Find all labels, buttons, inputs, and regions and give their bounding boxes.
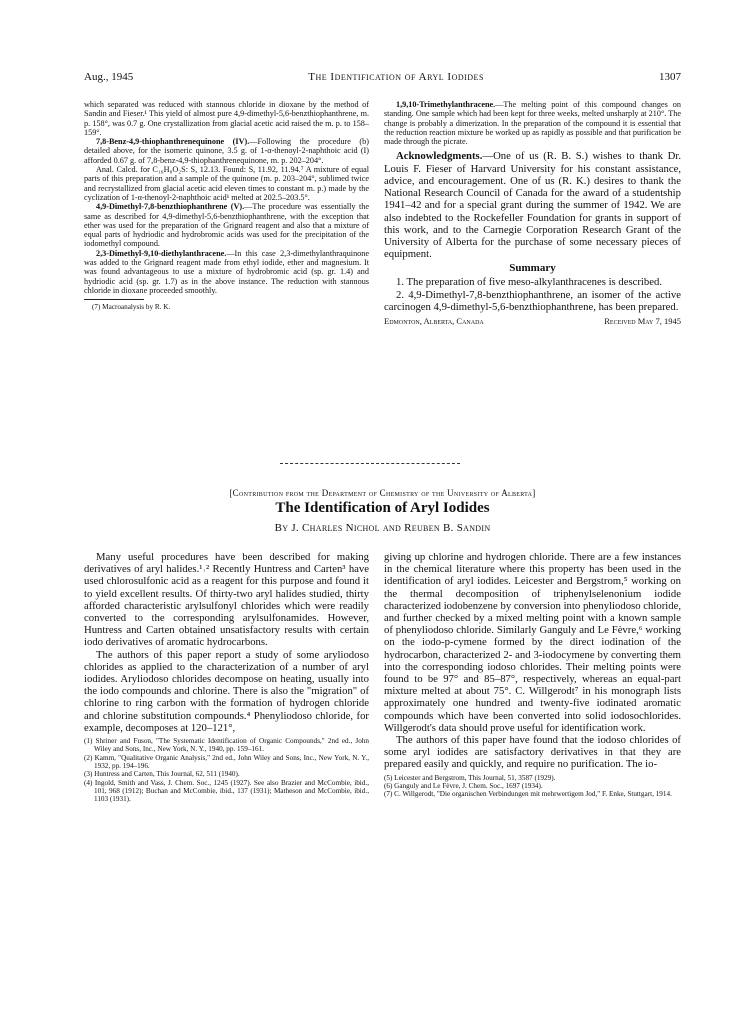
header-date: Aug., 1945 [84,71,134,83]
article-authors: By J. Charles Nichol and Reuben B. Sandin [274,522,491,534]
footnote: (2) Kamm, "Qualitative Organic Analysis," 2nd ed., John Wiley and Sons, Inc., New York, N. Y., 1932, pp. 194–196. [84,753,369,770]
footnote: (4) Ingold, Smith and Vass, J. Chem. Soc., 1245 (1927). See also Brazier and McCombie, ibid., 101, 968 (1912); Buchan and McCombie, ibid., 137 (1931); Matheson and McCombie, ibid., 1103 (1931). [84,778,369,804]
top-left-column [84,100,369,312]
footnote: (1) Shriner and Fuson, "The Systematic Identification of Organic Compounds," 2nd ed., John Wiley and Sons, Inc., New York, N. Y., 1940, pp. 159–161. [84,737,369,754]
compound-heading: 7,8-Benz-4,9-thiophanthrenequinone (IV). [96,137,250,147]
bottom-right-column [384,551,681,799]
footnote: (7) Macroanalysis by R. K. [92,303,171,312]
contribution-line: [Contribution from the Department of Chemistry of the University of Alberta] [229,488,536,498]
footnote: (3) Huntress and Carten, This Journal, 62, 511 (1940). [84,770,240,779]
paragraph: which separated was reduced with stannous chloride in dioxane by the method of Sandin and Fieser.¹ This yield of almost pure 4,9-dimethyl-5,6-benzthiophanthrene, m. p. 158°, was 0.7 g. One crystallization from glacial acetic acid raised the m. p. to 158–159°. [84,100,369,137]
article-title: The Identification of Aryl Iodides [275,500,490,516]
paragraph: The authors of this paper have found that the iodoso chlorides of some aryl iodides are satisfactory derivatives in that they are prepared easily and quickly, and require no purification. The io- [384,734,681,771]
paragraph: Many useful procedures have been described for making derivatives of aryl halides.¹˒² Recently Huntress and Carten³ have used chlorosulfonic acid as a reagent for this purpose and found it to yield excellent results. Of thirty-two aryl halides studied, thirty afforded characteristic arylsulfonyl chlorides which were readily converted to the corresponding arylsulfonamides. However, Huntress and Carten obtained unsatisfactory results with certain iodo derivatives of aromatic hydrocarbons. [84,551,369,649]
section-divider [280,463,460,464]
top-right-column [384,100,681,326]
paragraph: 4,9-Dimethyl-7,8-benzthiophanthrene (V).—The procedure was essentially the same as described for 4,9-dimethyl-5,6-benzthiophanthrene, with the exception that ether was used for the preparation of the Grignard reagent and also that a mixture of equal parts of hydriodic and hydrobromic acids was used for the precipitation of the iodomethyl compound. [84,202,369,249]
header-page-number: 1307 [659,71,681,83]
paragraph: 7,8-Benz-4,9-thiophanthrenequinone (IV).—Following the procedure (b) detailed above, for the isomeric quinone, 3.5 g. of 1-α-thenoyl-2-naphthoic acid (I) afforded 0.67 g. of 7,8-benz-4,9-thiophanthrenequinone, m. p. 202–204°. [84,137,369,165]
paragraph: 2,3-Dimethyl-9,10-diethylanthracene.—In this case 2,3-dimethylanthraquinone was added to the Grignard reagent made from ethyl iodide, ether and magnesium. It was found advantageous to use a mixture of hydrobromic acid (sp. gr. 1.4) and hydriodic acid (sp. gr. 1.7) as in the above instance. The reduction with stannous chloride in dioxane proceeded smoothly. [84,248,369,295]
compound-heading: 4,9-Dimethyl-7,8-benzthiophanthrene (V). [96,202,245,212]
bottom-left-column [84,551,369,803]
received-date: Received May 7, 1945 [604,315,681,326]
running-header [84,70,681,84]
paragraph: giving up chlorine and hydrogen chloride. There are a few instances in the chemical literature where this property has been used in the identification of aryl iodides. Leicester and Bergstrom,⁵ working on the thermal decomposition of triphenylselenonium iodide characterized iodobenzene by conversion into phenyliodoso chloride, and further checked by a mixed melting point with a known sample of phenyliodoso chloride. Similarly Ganguly and Le Fèvre,⁶ working on the iodo-p-cymene formed by the direct iodination of the hydrocarbon, characterized 2- and 3-iodocymene by converting them into the corresponding iodoso chlorides. Their melting points were found to be 97° and 85–87°, respectively, whereas an equal-part mixture melted at about 75°. C. Willgerodt⁷ in his monograph lists approximately one hundred and twenty-five iodinated aromatic compounds which have been converted into solid iodosochlorides. Willgerodt's data should prove useful for identification work. [384,551,681,734]
analysis-paragraph: Anal. Calcd. for C₁₆H₈O₂S: S, 12.13. Found: S, 11.92, 11.94.⁷ A mixture of equal parts of this preparation and a sample of the quinone (m. p. 203–204°, sublimed twice and recrystallized from glacial acetic acid eleven times to constant m. p.) made by the cyclization of 1-α-thenoyl-2-naphthoic acid¹ melted at 202.5–203.5°. [84,165,369,202]
place: Edmonton, Alberta, Canada [384,315,484,326]
header-title: The Identification of Aryl Iodides [308,71,484,83]
footnote-rule [84,299,144,300]
compound-heading: 1,9,10-Trimethylanthracene. [396,100,496,109]
summary-item: 2. 4,9-Dimethyl-7,8-benzthiophanthrene, an isomer of the active carcinogen 4,9-dimethyl-5,6-benzthiophanthrene, has been prepared. [384,288,681,313]
acknowledgments: Acknowledgments.—One of us (R. B. S.) wishes to thank Dr. Louis F. Fieser of Harvard University for his constant assistance, advice, and encouragement. One of us (R. K.) desires to thank the National Research Council of Canada for the award of a studentship 1941–42 and for a special grant during the summer of 1942. We are also indebted to the Rockefeller Foundation for grants in support of this work, and to the Carnegie Corporation Research Grant of the University of Alberta for the purchase of some necessary pieces of equipment. [384,150,681,261]
paragraph: The authors of this paper report a study of some aryliodoso chlorides as applied to the characterization of a number of aryl iodides. Aryliodoso chlorides decompose on heating, usually into the iodo compounds and chlorine. There is also the "migration" of chlorine to ring carbon with the formation of hydrogen chloride and chlorine substitution compounds.⁴ Phenyliodoso chloride, for example, decomposes at 120–121°, [84,648,369,734]
paragraph: 1,9,10-Trimethylanthracene.—The melting point of this compound changes on standing. One sample which had been kept for three weeks, melted unsharply at 210°. The change is probably a dimerization. In the preparation of the compound it is essential that the reduction reaction mixture be worked up as rapidly as possible and that purification be made through the picrate. [384,100,681,147]
summary-heading: Summary [509,262,556,275]
footnote: (6) Ganguly and Le Fèvre, J. Chem. Soc., 1697 (1934). [384,781,543,790]
footnote: (7) C. Willgerodt, "Die organischen Verbindungen mit mehrwertigem Jod," F. Enke, Stuttgart, 1914. [384,790,672,799]
footnote: (5) Leicester and Bergstrom, This Journal, 51, 3587 (1929). [384,773,556,782]
acknowledgments-heading: Acknowledgments. [396,150,483,163]
compound-heading: 2,3-Dimethyl-9,10-diethylanthracene. [96,248,227,258]
summary-item: 1. The preparation of five meso-alkylanthracenes is described. [396,276,662,289]
signature-line [384,316,681,326]
